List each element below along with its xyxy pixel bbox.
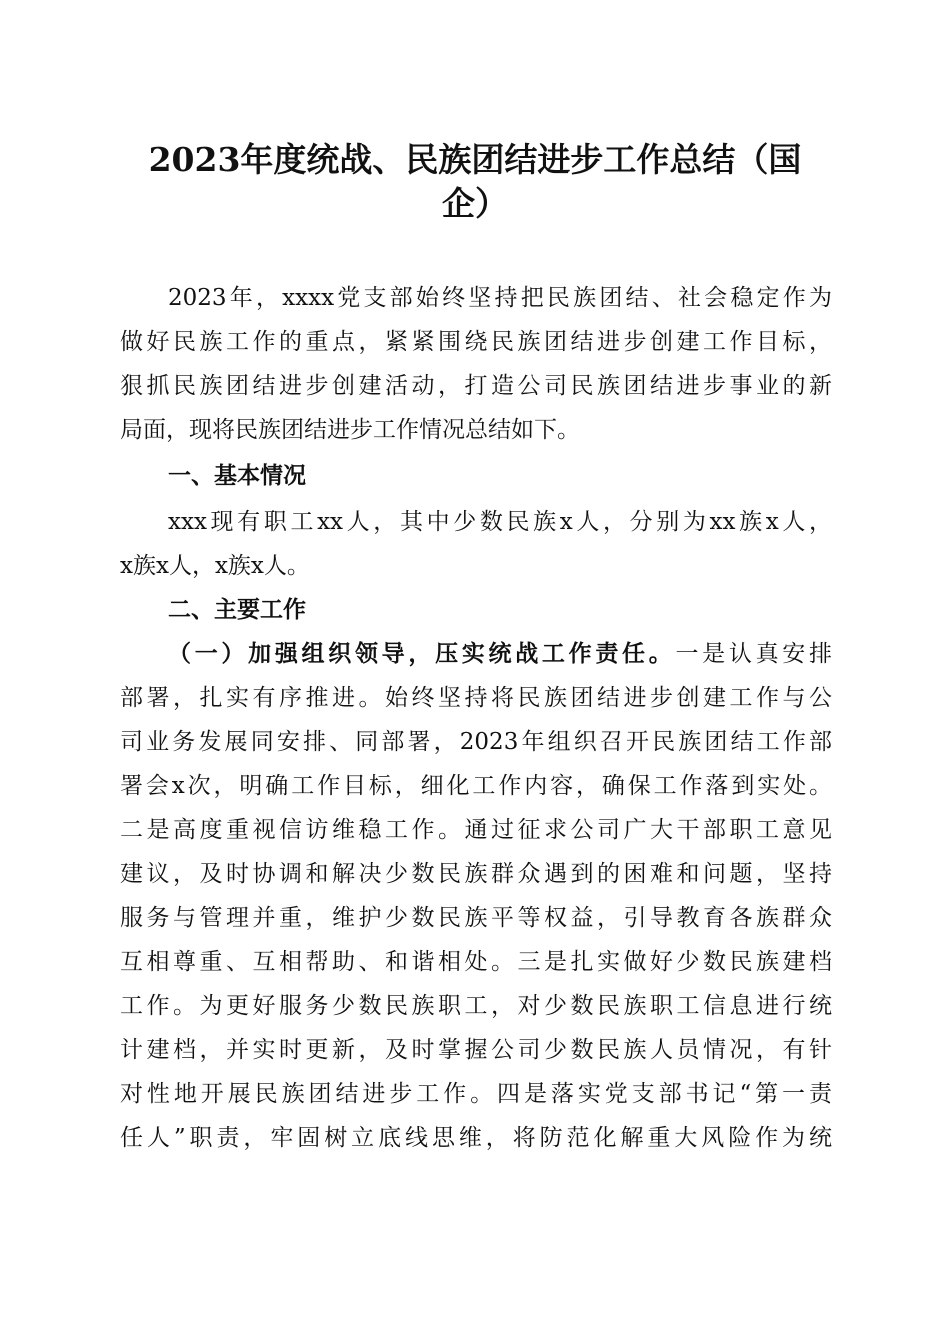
intro-line-3: 狠抓民族团结进步创建活动，打造公司民族团结进步事业的新	[120, 373, 832, 399]
subsection1-line-5: 二是高度重视信访维稳工作。通过征求公司广大干部职工意见	[120, 817, 832, 843]
intro-line-2: 做好民族工作的重点，紧紧围绕民族团结进步创建工作目标，	[120, 329, 832, 355]
subsection1-line-11: 对性地开展民族团结进步工作。四是落实党支部书记“第一责	[120, 1081, 832, 1107]
section1-line-2: x族x人，x族x人。	[120, 553, 310, 579]
subsection1-line-2: 部署，扎实有序推进。始终坚持将民族团结进步创建工作与公	[120, 685, 832, 711]
document-title-line-2: 企）	[442, 184, 508, 223]
intro-line-1: 2023年，xxxx党支部始终坚持把民族团结、社会稳定作为	[168, 285, 832, 311]
subsection1-line-6: 建议，及时协调和解决少数民族群众遇到的困难和问题，坚持	[120, 861, 832, 887]
subsection1-line-10: 计建档，并实时更新，及时掌握公司少数民族人员情况，有针	[120, 1037, 832, 1063]
subsection1-line-3: 司业务发展同安排、同部署，2023年组织召开民族团结工作部	[120, 729, 832, 755]
section1-line-1: xxx现有职工xx人，其中少数民族x人，分别为xx族x人，	[168, 509, 832, 535]
subsection1-first-rest: 一是认真安排	[675, 641, 832, 667]
subsection1-line-1	[168, 632, 832, 676]
subsection1-bold-title: （一）加强组织领导，压实统战工作责任。	[168, 640, 676, 667]
document-title-line-1: 2023年度统战、民族团结进步工作总结（国	[148, 140, 802, 179]
section-heading-basic-info: 一、基本情况	[168, 463, 306, 489]
intro-line-4: 局面，现将民族团结进步工作情况总结如下。	[120, 417, 580, 443]
section-heading-main-work: 二、主要工作	[168, 597, 306, 623]
subsection1-line-4: 署会x次，明确工作目标，细化工作内容，确保工作落到实处。	[120, 773, 832, 799]
subsection1-line-9: 工作。为更好服务少数民族职工，对少数民族职工信息进行统	[120, 993, 832, 1019]
subsection1-line-7: 服务与管理并重，维护少数民族平等权益，引导教育各族群众	[120, 905, 832, 931]
subsection1-line-8: 互相尊重、互相帮助、和谐相处。三是扎实做好少数民族建档	[120, 949, 832, 975]
subsection1-line-12: 任人”职责，牢固树立底线思维，将防范化解重大风险作为统	[120, 1125, 832, 1151]
